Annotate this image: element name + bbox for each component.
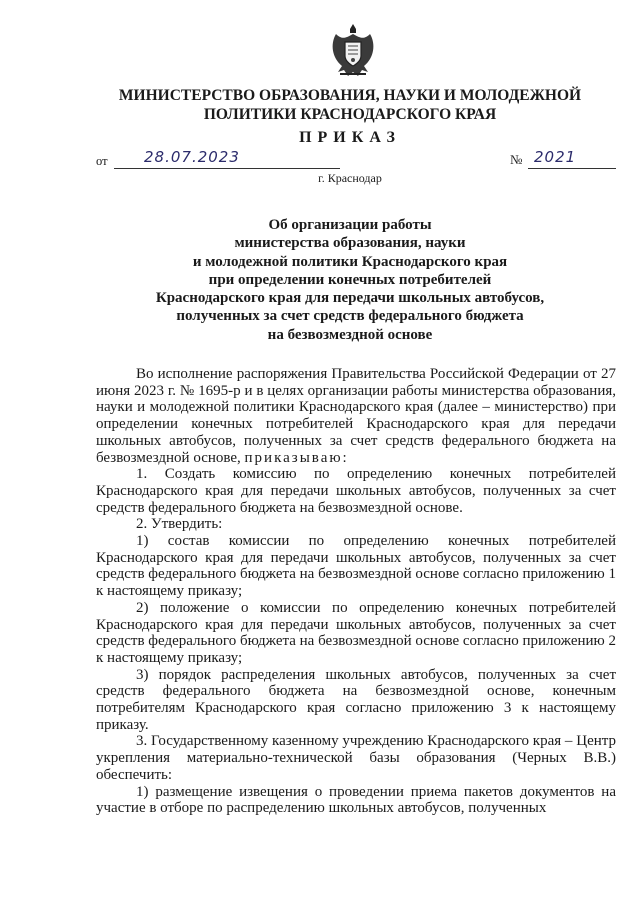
subject-line: при определении конечных потребителей	[208, 271, 492, 288]
clause-2-3: 3) порядок распределения школьных автобусов, полученных за счет средств федерального бюджета на безвозмездной основе, конечным потребителям Краснодарского края согласно приложению 3 к настоящему приказу.	[96, 666, 616, 733]
subject-line: и молодежной политики Краснодарского края	[192, 253, 508, 270]
order-date: 28.07.2023	[144, 148, 240, 166]
subject-line: на безвозмездной основе	[267, 326, 433, 343]
order-title: ПРИКАЗ	[299, 129, 401, 146]
date-underline	[114, 168, 340, 169]
number-underline	[528, 168, 616, 169]
clause-2-1: 1) состав комиссии по определению конечных потребителей Краснодарского края для передачи школьных автобусов, полученных за счет средств федерального бюджета на безвозмездной основе согласно приложению 1 к настоящему приказу;	[96, 533, 616, 600]
coat-of-arms-icon	[328, 22, 378, 80]
subject-line: Краснодарского края для передачи школьных автобусов,	[155, 290, 545, 307]
city: г. Краснодар	[318, 171, 382, 185]
preamble-text: Во исполнение распоряжения Правительства Российской Федерации от 27 июня 2023 г. № 1695-р и в целях организации работы министерства образования, науки и молодежной политики Краснодарского края (далее – министерство) при определении конечных потребителей Краснодарского края для передачи школьных автобусов, полученных за счет средств федерального бюджета на безвозмездной основе,	[96, 366, 616, 466]
preamble-paragraph	[96, 366, 616, 466]
order-body	[96, 366, 616, 817]
number-label: №	[510, 152, 523, 167]
clause-2-2: 2) положение о комиссии по определению конечных потребителей Краснодарского края для передачи школьных автобусов, полученных за счет средств федерального бюджета на безвозмездной основе согласно приложению 2 к настоящему приказу;	[96, 599, 616, 666]
subject-line: полученных за счет средств федерального бюджета	[176, 308, 524, 325]
clause-3: 3. Государственному казенному учреждению Краснодарского края – Центр укрепления материально-технической базы образования (Черных В.В.) обеспечить:	[96, 733, 616, 783]
clause-2: 2. Утвердить:	[136, 516, 223, 533]
order-number: 2021	[534, 148, 577, 166]
date-label: от	[96, 154, 108, 168]
ministry-name	[100, 86, 600, 124]
clause-1: 1. Создать комиссию по определению конечных потребителей Краснодарского края для передачи школьных автобусов, полученных за счет средств федерального бюджета на безвозмездной основе.	[96, 466, 616, 516]
order-subject	[150, 216, 550, 344]
ministry-name-line-2: ПОЛИТИКИ КРАСНОДАРСКОГО КРАЯ	[203, 106, 497, 123]
subject-line: Об организации работы	[268, 217, 432, 233]
subject-line: министерства образования, науки	[234, 235, 466, 252]
date-number-row	[96, 150, 616, 172]
ministry-name-line-1: МИНИСТЕРСТВО ОБРАЗОВАНИЯ, НАУКИ И МОЛОДЕЖНОЙ	[118, 87, 582, 104]
order-word: приказываю:	[244, 449, 349, 466]
clause-3-1: 1) размещение извещения о проведении приема пакетов документов на участие в отборе по распределению школьных автобусов, полученных	[96, 783, 616, 817]
